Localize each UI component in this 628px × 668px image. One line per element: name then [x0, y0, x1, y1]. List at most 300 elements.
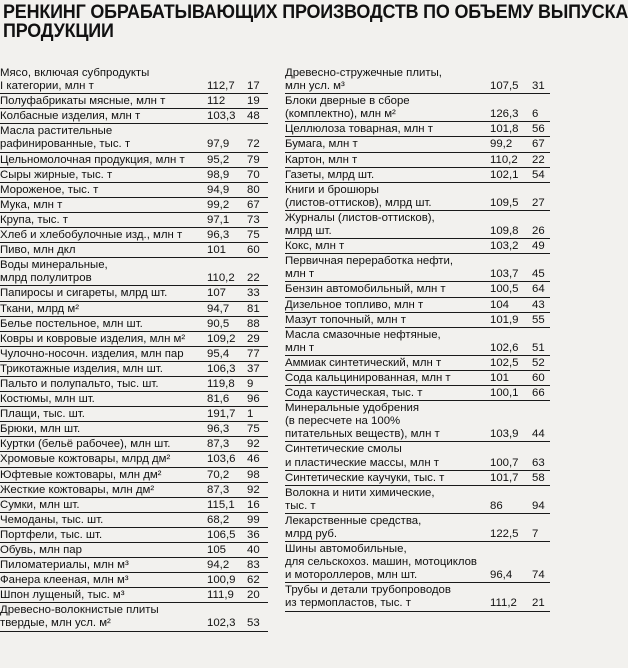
row-values	[207, 347, 268, 361]
product-name-line: Хромовые кожтовары, млрд дм²	[0, 453, 171, 466]
product-name-line: (листов-оттисков), млрд шт.	[285, 196, 432, 209]
rank-value: 9	[247, 377, 254, 390]
table-row	[0, 603, 268, 631]
row-values	[207, 558, 268, 572]
rank-value: 72	[247, 138, 260, 151]
output-index-value: 94,7	[207, 302, 230, 315]
rank-value: 49	[532, 240, 545, 253]
table-row	[0, 422, 268, 437]
product-name-line: тыс. т	[285, 499, 316, 512]
output-index-value: 95,2	[207, 153, 230, 166]
row-values	[207, 573, 268, 587]
table-row	[285, 471, 550, 486]
product-name-line: Мазут топочный, млн т	[285, 313, 406, 326]
row-values	[207, 271, 268, 285]
table-row	[0, 168, 268, 183]
product-name-line: Шпон лущеный, тыс. м³	[0, 589, 125, 602]
output-index-value: 111,9	[207, 589, 234, 602]
product-name-line: Белье постельное, млн шт.	[0, 317, 143, 330]
table-row	[285, 401, 550, 442]
rank-value: 77	[247, 347, 260, 360]
row-values	[490, 471, 550, 485]
row-values	[207, 407, 268, 421]
output-index-value: 103,9	[490, 428, 519, 441]
rank-value: 67	[532, 138, 545, 151]
rank-value: 54	[532, 168, 545, 181]
product-name-line: Крупа, тыс. т	[0, 213, 69, 226]
rank-value: 45	[532, 268, 545, 281]
rank-value: 36	[247, 528, 260, 541]
product-name-line: и пластические массы, млн т	[285, 456, 439, 469]
title-line-2: ПРОДУКЦИИ	[3, 20, 114, 42]
output-index-value: 100,9	[207, 574, 236, 587]
row-values	[490, 386, 550, 400]
product-name-line: Пиво, млн дкл	[0, 244, 76, 257]
rank-value: 26	[532, 225, 545, 238]
row-values	[490, 527, 550, 541]
row-values	[207, 543, 268, 557]
table-row	[285, 442, 550, 470]
row-values	[207, 453, 268, 467]
row-values	[490, 196, 550, 210]
table-row	[0, 243, 268, 258]
rank-value: 67	[247, 198, 260, 211]
rank-value: 31	[532, 80, 545, 93]
table-row	[285, 313, 550, 328]
rank-value: 73	[247, 213, 260, 226]
product-name-line: (комплектно), млн м²	[285, 108, 396, 121]
table-row	[285, 211, 550, 239]
product-name-line: Синтетические смолы	[285, 443, 402, 456]
table-row	[0, 258, 268, 286]
row-values	[490, 267, 550, 281]
table-row	[0, 153, 268, 168]
output-index-value: 103,3	[207, 110, 236, 123]
output-index-value: 112	[207, 95, 226, 108]
row-values	[207, 243, 268, 257]
row-values	[490, 239, 550, 253]
output-index-value: 115,1	[207, 498, 235, 511]
output-index-value: 191,7	[207, 408, 236, 421]
rank-value: 75	[247, 229, 260, 242]
rank-value: 43	[532, 298, 545, 311]
product-name-line: твердые, млн усл. м²	[0, 617, 111, 630]
row-values	[207, 392, 268, 406]
row-values	[207, 332, 268, 346]
output-index-value: 102,5	[490, 356, 519, 369]
row-values	[207, 498, 268, 512]
table-row	[285, 183, 550, 211]
output-index-value: 119,8	[207, 377, 235, 390]
product-name-line: млн т	[285, 268, 315, 281]
table-row	[0, 302, 268, 317]
output-index-value: 111,2	[490, 597, 517, 610]
product-name-line: Обувь, млн пар	[0, 544, 82, 556]
rank-value: 29	[247, 332, 260, 345]
rank-value: 33	[247, 287, 260, 300]
product-name-line: Лекарственные средства,	[285, 514, 422, 527]
rank-value: 92	[247, 438, 260, 451]
table-row	[0, 407, 268, 422]
row-values	[207, 79, 268, 93]
output-index-value: 103,2	[490, 240, 519, 253]
row-values	[207, 513, 268, 527]
row-values	[490, 153, 550, 167]
table-row	[285, 514, 550, 542]
table-row	[0, 573, 268, 588]
product-name-line: Бензин автомобильный, млн т	[285, 283, 446, 296]
table-row	[0, 543, 268, 558]
output-index-value: 87,3	[207, 438, 230, 451]
row-values	[490, 427, 550, 441]
rank-value: 22	[532, 153, 545, 166]
product-name-line: Костюмы, млн шт.	[0, 393, 95, 406]
product-name-line: Шины автомобильные,	[285, 543, 407, 556]
rank-value: 92	[247, 483, 260, 496]
rank-value: 40	[247, 544, 260, 556]
row-values	[490, 456, 550, 470]
product-name-line: Масла растительные	[0, 125, 113, 138]
table-row	[0, 317, 268, 332]
row-values	[207, 138, 268, 152]
rank-value: 46	[247, 453, 260, 466]
table-row	[0, 468, 268, 483]
product-name-line: Полуфабрикаты мясные, млн т	[0, 95, 166, 108]
table-row	[0, 94, 268, 109]
output-index-value: 96,4	[490, 569, 513, 582]
row-values	[490, 298, 550, 312]
output-index-value: 70,2	[207, 468, 230, 481]
table-row	[0, 392, 268, 407]
product-name-line: Трикотажные изделия, млн шт.	[0, 362, 163, 375]
output-index-value: 109,2	[207, 332, 236, 345]
table-row	[285, 94, 550, 122]
row-values	[490, 313, 550, 327]
row-values	[207, 468, 268, 482]
product-name-line: рафинированные, тыс. т	[0, 138, 131, 151]
table-row	[285, 298, 550, 313]
product-name-line: Брюки, млн шт.	[0, 423, 81, 436]
output-index-value: 107	[207, 287, 227, 300]
product-name-line: Древесно-стружечные плиты,	[285, 67, 442, 79]
product-name-line: Картон, млн т	[285, 153, 358, 166]
product-name-line: питательных веществ), млн т	[285, 428, 440, 441]
row-values	[207, 302, 268, 316]
product-name-line: млрд шт.	[285, 225, 332, 238]
row-values	[207, 588, 268, 602]
row-values	[207, 168, 268, 182]
row-values	[490, 341, 550, 355]
product-name-line: Плащи, тыс. шт.	[0, 408, 85, 421]
product-name-line: Синтетические каучуки, тыс. т	[285, 471, 445, 484]
output-index-value: 101	[490, 371, 510, 384]
rank-value: 83	[247, 559, 260, 572]
product-name-line: Сода каустическая, тыс. т	[285, 387, 423, 400]
rank-value: 17	[247, 80, 260, 93]
product-name-line: Портфели, тыс. шт.	[0, 528, 103, 541]
output-index-value: 81,6	[207, 393, 230, 406]
rank-value: 58	[532, 471, 545, 484]
rank-value: 96	[247, 393, 260, 406]
product-name-line: Древесно-волокнистые плиты	[0, 604, 159, 617]
table-row	[0, 109, 268, 124]
table-row	[285, 486, 550, 514]
rank-value: 55	[532, 313, 545, 326]
rank-value: 64	[532, 283, 545, 296]
rank-value: 62	[247, 574, 260, 587]
product-name-line: Фанера клееная, млн м³	[0, 574, 129, 587]
rank-value: 70	[247, 168, 260, 181]
table-row	[0, 483, 268, 498]
row-values	[490, 168, 550, 182]
row-values	[207, 153, 268, 167]
rank-value: 1	[247, 408, 254, 421]
table-row	[0, 286, 268, 301]
page-title	[3, 1, 628, 42]
product-name-line: I категории, млн т	[0, 80, 94, 93]
product-name-line: Бумага, млн т	[285, 138, 358, 151]
row-values	[490, 79, 550, 93]
product-name-line: Сыры жирные, тыс. т	[0, 168, 113, 181]
product-name-line: Минеральные удобрения	[285, 402, 420, 415]
row-values	[207, 437, 268, 451]
rank-value: 99	[247, 513, 260, 526]
table-row	[285, 282, 550, 297]
table-row	[285, 542, 550, 583]
output-index-value: 103,6	[207, 453, 236, 466]
table-row	[0, 362, 268, 377]
table-row	[285, 122, 550, 137]
output-index-value: 110,2	[207, 272, 235, 285]
table-row	[0, 452, 268, 467]
product-name-line: Цельномолочная продукция, млн т	[0, 153, 185, 166]
output-index-value: 101,9	[490, 313, 519, 326]
row-values	[490, 499, 550, 513]
row-values	[490, 356, 550, 370]
rank-value: 51	[532, 341, 545, 354]
product-name-line: Папиросы и сигареты, млрд шт.	[0, 287, 168, 300]
output-index-value: 103,7	[490, 268, 519, 281]
product-name-line: Чулочно-носочн. изделия, млн пар	[0, 347, 184, 360]
rank-value: 44	[532, 428, 545, 441]
row-values	[207, 198, 268, 212]
table-row	[0, 332, 268, 347]
row-values	[490, 283, 550, 297]
output-index-value: 94,9	[207, 183, 230, 196]
product-name-line: Журналы (листов-оттисков),	[285, 211, 435, 224]
row-values	[207, 483, 268, 497]
output-index-value: 122,5	[490, 528, 519, 540]
output-index-value: 109,8	[490, 225, 519, 238]
row-values	[207, 362, 268, 376]
product-name-line: млрд руб.	[285, 528, 338, 540]
product-name-line: Колбасные изделия, млн т	[0, 110, 141, 123]
rank-value: 19	[247, 95, 260, 108]
product-name-line: из термопластов, тыс. т	[285, 597, 411, 610]
output-index-value: 112,7	[207, 80, 235, 93]
left-column-table	[0, 66, 268, 632]
product-name-line: для сельскохоз. машин, мотоциклов	[285, 556, 477, 569]
output-index-value: 94,2	[207, 559, 230, 572]
output-index-value: 100,5	[490, 283, 519, 296]
output-index-value: 102,1	[490, 168, 519, 181]
product-name-line: Сода кальцинированная, млн т	[285, 371, 451, 384]
table-row	[0, 513, 268, 528]
product-name-line: Сумки, млн шт.	[0, 498, 80, 511]
output-index-value: 102,6	[490, 341, 519, 354]
product-name-line: Кокс, млн т	[285, 240, 345, 253]
row-values	[207, 183, 268, 197]
output-index-value: 106,5	[207, 528, 236, 541]
output-index-value: 98,9	[207, 168, 230, 181]
row-values	[207, 317, 268, 331]
product-name-line: Газеты, млрд шт.	[285, 168, 375, 181]
product-name-line: Ковры и ковровые изделия, млн м²	[0, 332, 186, 345]
rank-value: 7	[532, 528, 539, 540]
rank-value: 98	[247, 468, 260, 481]
row-values	[490, 138, 550, 152]
output-index-value: 107,5	[490, 80, 519, 93]
product-name-line: млрд полулитров	[0, 272, 92, 285]
output-index-value: 96,3	[207, 229, 230, 242]
rank-value: 63	[532, 456, 545, 469]
table-row	[285, 239, 550, 254]
row-values	[207, 287, 268, 301]
rank-value: 21	[532, 597, 545, 610]
right-column-table	[285, 66, 550, 612]
table-row	[285, 254, 550, 282]
product-name-line: Дизельное топливо, млн т	[285, 298, 424, 311]
output-index-value: 106,3	[207, 362, 236, 375]
output-index-value: 90,5	[207, 317, 230, 330]
product-name-line: Аммиак синтетический, млн т	[285, 356, 442, 369]
output-index-value: 101,8	[490, 123, 519, 136]
product-name-line: Масла смазочные нефтяные,	[285, 328, 441, 341]
row-values	[207, 422, 268, 436]
table-row	[0, 377, 268, 392]
table-row	[285, 153, 550, 168]
rank-value: 37	[247, 362, 260, 375]
product-name-line: Мука, млн т	[0, 198, 63, 211]
output-index-value: 100,7	[490, 456, 519, 469]
table-row	[0, 558, 268, 573]
row-values	[490, 597, 550, 611]
product-name-line: Мясо, включая субпродукты	[0, 67, 150, 79]
row-values	[207, 213, 268, 227]
rank-value: 75	[247, 423, 260, 436]
product-name-line: млн т	[285, 341, 315, 354]
table-row	[285, 137, 550, 152]
product-name-line: Хлеб и хлебобулочные изд., млн т	[0, 229, 183, 242]
table-row	[285, 66, 550, 94]
output-index-value: 109,5	[490, 196, 519, 209]
product-name-line: Целлюлоза товарная, млн т	[285, 123, 433, 136]
table-row	[0, 588, 268, 603]
product-name-line: Чемоданы, тыс. шт.	[0, 513, 104, 526]
table-row	[285, 356, 550, 371]
row-values	[207, 617, 268, 631]
table-row	[0, 183, 268, 198]
row-values	[207, 228, 268, 242]
output-index-value: 68,2	[207, 513, 230, 526]
output-index-value: 101,7	[490, 471, 519, 484]
output-index-value: 96,3	[207, 423, 230, 436]
rank-value: 94	[532, 499, 545, 512]
rank-value: 22	[247, 272, 260, 285]
table-row	[0, 66, 268, 94]
output-index-value: 97,9	[207, 138, 230, 151]
table-row	[0, 228, 268, 243]
table-row	[0, 198, 268, 213]
product-name-line: Пиломатериалы, млн м³	[0, 559, 129, 572]
rank-value: 20	[247, 589, 260, 602]
row-values	[207, 528, 268, 542]
output-index-value: 95,4	[207, 347, 230, 360]
rank-value: 52	[532, 356, 545, 369]
product-name-line: Жесткие кожтовары, млн дм²	[0, 483, 155, 496]
rank-value: 79	[247, 153, 260, 166]
table-row	[285, 328, 550, 356]
rank-value: 16	[247, 498, 260, 511]
output-index-value: 102,3	[207, 617, 236, 630]
row-values	[207, 109, 268, 123]
table-row	[0, 498, 268, 513]
table-row	[285, 168, 550, 183]
table-row	[285, 371, 550, 386]
output-index-value: 100,1	[490, 387, 519, 400]
product-name-line: Пальто и полупальто, тыс. шт.	[0, 377, 159, 390]
output-index-value: 126,3	[490, 108, 519, 121]
row-values	[490, 122, 550, 136]
rank-value: 66	[532, 387, 545, 400]
output-index-value: 101	[207, 244, 227, 257]
output-index-value: 97,1	[207, 213, 230, 226]
output-index-value: 86	[490, 499, 503, 512]
product-name-line: Книги и брошюры	[285, 183, 379, 196]
row-values	[207, 377, 268, 391]
product-name-line: Трубы и детали трубопроводов	[285, 584, 451, 597]
product-name-line: Первичная переработка нефти,	[285, 255, 454, 268]
product-name-line: (в пересчете на 100%	[285, 415, 401, 428]
table-row	[0, 437, 268, 452]
product-name-line: Юфтевые кожтовары, млн дм²	[0, 468, 162, 481]
output-index-value: 87,3	[207, 483, 230, 496]
row-values	[207, 94, 268, 108]
rank-value: 74	[532, 569, 545, 582]
rank-value: 53	[247, 617, 260, 630]
product-name-line: Мороженое, тыс. т	[0, 183, 99, 196]
table-row	[0, 124, 268, 152]
rank-value: 48	[247, 110, 260, 123]
product-name-line: Ткани, млрд м²	[0, 302, 79, 315]
table-row	[285, 386, 550, 401]
rank-value: 80	[247, 183, 260, 196]
rank-value: 56	[532, 123, 545, 136]
product-name-line: Волокна и нити химические,	[285, 486, 435, 499]
product-name-line: Куртки (бельё рабочее), млн шт.	[0, 438, 171, 451]
row-values	[490, 371, 550, 385]
output-index-value: 110,2	[490, 153, 518, 166]
output-index-value: 104	[490, 298, 510, 311]
row-values	[490, 568, 550, 582]
output-index-value: 99,2	[207, 198, 230, 211]
table-row	[0, 347, 268, 362]
product-name-line: и мотороллеров, млн шт.	[285, 569, 418, 582]
table-row	[0, 528, 268, 543]
row-values	[490, 107, 550, 121]
rank-value: 81	[247, 302, 260, 315]
table-row	[0, 213, 268, 228]
